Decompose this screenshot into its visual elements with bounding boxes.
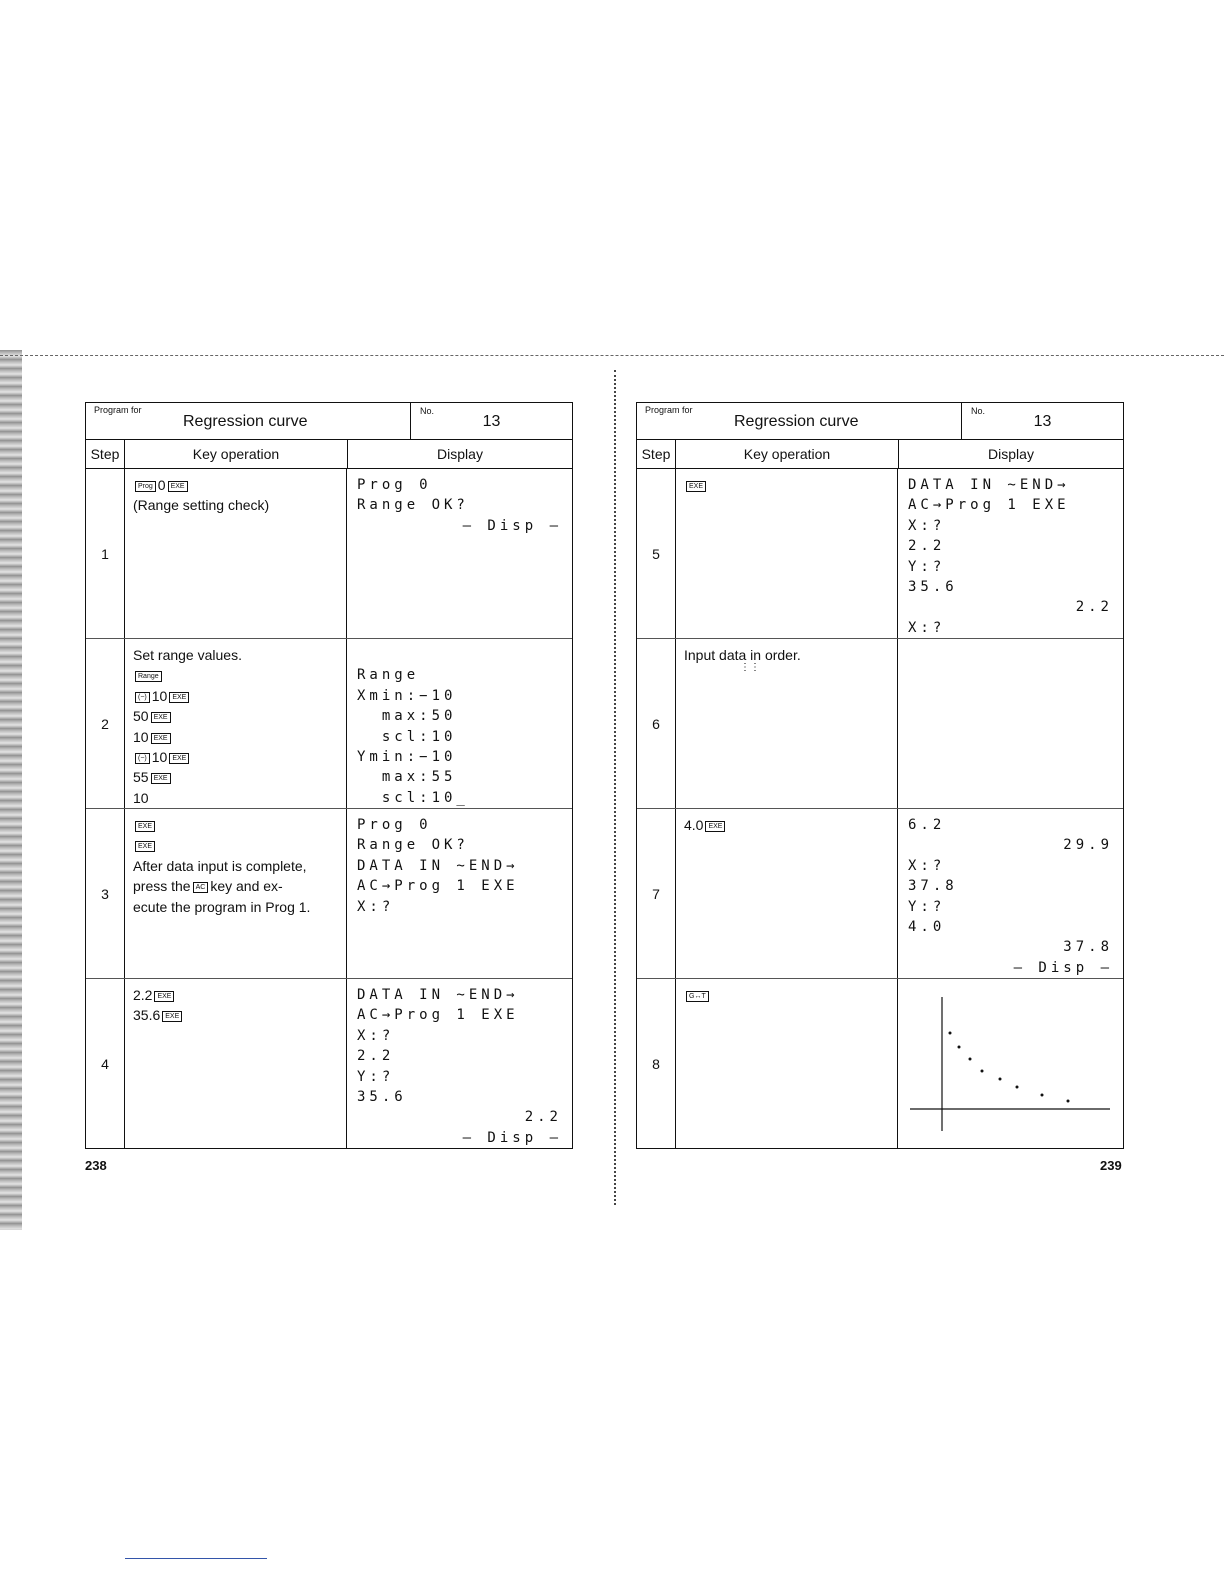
display-header: Display [988,446,1034,462]
table-row [86,809,572,979]
table-row [86,979,572,1148]
display-line: max:50 [357,708,457,725]
key-operation [676,809,898,978]
display-line: Range OK? [357,837,469,854]
step-number: 6 [637,639,676,808]
step-header: Step [86,440,125,468]
key-digit: 10 [133,789,149,806]
top-rule [0,355,1224,356]
display-line: scl:10 [357,728,457,745]
program-number-cell [961,403,1123,439]
step-number: 7 [637,809,676,978]
key-note: Set range values. [133,647,242,663]
display-output [898,979,1123,1148]
range-key-icon: Range [135,671,162,682]
display-line: 35.6 [357,1088,407,1105]
key-digit: 10 [151,687,168,704]
display-line: — Disp — [462,1129,562,1146]
key-operation-header: Key operation [125,440,348,468]
display-line: 2.2 [357,1048,395,1065]
book-spine [614,370,616,1205]
table-row [637,809,1123,979]
display-line: 6.2 [908,817,946,833]
page-number: 238 [85,1158,107,1173]
exe-key-icon: EXE [154,991,174,1002]
exe-key-icon: EXE [169,753,189,764]
display-line: Prog 0 [357,817,432,833]
key-note: After data input is complete, [133,857,307,874]
continuation-dots-icon: ⋮⋮ [740,662,760,674]
display-line [357,645,562,665]
plot-point [1016,1086,1019,1089]
exe-key-icon: EXE [151,712,171,723]
page-edge-shadow [0,350,22,1230]
display-line: AC→Prog 1 EXE [357,878,519,895]
display-line: DATA IN ~END→ [357,857,519,874]
step-number: 5 [637,469,676,638]
no-label: No. [971,406,986,416]
page-number: 239 [1100,1158,1122,1173]
step-number: 1 [86,469,125,638]
table-row [637,639,1123,809]
display-line: Ymin:−10 [357,748,457,765]
exe-key-icon: EXE [168,481,188,492]
display-line: 29.9 [1063,837,1113,854]
display-output [898,809,1123,978]
display-line: max:55 [357,769,457,786]
display-output [347,979,572,1148]
display-output [347,809,572,978]
graph-text-key-icon: G↔T [686,991,709,1002]
step-number: 3 [86,809,125,978]
program-for-label: Program for [645,405,693,415]
plot-point [949,1032,952,1035]
table-row [637,469,1123,639]
key-note: ecute the program in Prog 1. [133,898,311,915]
column-headers [637,440,1123,469]
program-title: Regression curve [734,413,859,430]
display-line: — Disp — [462,517,562,534]
display-output [347,469,572,638]
key-operation [125,809,347,978]
footer-rule [125,1558,267,1559]
key-note: (Range setting check) [133,497,270,514]
no-label: No. [420,406,435,416]
display-line: 2.2 [908,538,946,555]
display-line: Range [357,667,420,684]
exe-key-icon: EXE [686,481,706,492]
plot-point [958,1046,961,1049]
display-output [898,639,1123,808]
display-line: Y:? [908,898,946,915]
key-operation [125,639,347,808]
key-note: press the [133,878,191,895]
display-output [347,639,572,808]
sheet-header [86,403,572,440]
exe-key-icon: EXE [151,773,171,784]
key-operation [125,979,347,1148]
exe-key-icon: EXE [162,1011,182,1022]
key-operation-header: Key operation [676,440,899,468]
key-operation [676,979,898,1148]
key-operation [676,469,898,638]
key-operation [125,469,347,638]
key-digit: 4.0 [684,817,704,833]
display-line: 2.2 [524,1109,562,1126]
sheet-header [637,403,1123,440]
right-program-sheet [636,402,1124,1149]
display-header: Display [437,446,483,462]
key-digit: 35.6 [133,1007,161,1024]
step-number: 4 [86,979,125,1148]
display-line: 4.0 [908,918,946,935]
display-line: Y:? [357,1068,395,1085]
program-for-label: Program for [94,405,142,415]
exe-key-icon: EXE [135,821,155,832]
key-note: key and ex- [210,878,283,895]
step-number: 8 [637,979,676,1148]
exe-key-icon: EXE [169,692,189,703]
regression-scatter-plot [902,989,1112,1139]
display-line: Range OK? [357,497,469,514]
plot-point [1041,1094,1044,1097]
exe-key-icon: EXE [705,821,725,832]
display-line: — Disp — [1013,959,1113,976]
display-line: DATA IN ~END→ [908,477,1070,493]
plot-point [981,1070,984,1073]
negative-key-icon: (−) [135,753,150,764]
plot-point [1067,1100,1070,1103]
display-line: AC→Prog 1 EXE [357,1007,519,1024]
key-note: Input data in order. [684,647,801,663]
step-number: 2 [86,639,125,808]
display-line: 35.6 [908,578,958,595]
display-line: 37.8 [908,878,958,895]
prog-key-icon: Prog [135,481,156,492]
left-program-sheet [85,402,573,1149]
display-line: X:? [908,619,946,636]
table-row [637,979,1123,1148]
plot-point [999,1078,1002,1081]
display-line: X:? [908,517,946,534]
key-digit: 10 [133,728,149,745]
table-row [86,639,572,809]
display-line: X:? [908,857,946,874]
display-line: 37.8 [1063,939,1113,956]
program-number: 13 [482,413,501,430]
exe-key-icon: EXE [151,733,171,744]
column-headers [86,440,572,469]
program-number-cell [410,403,572,439]
step-header: Step [637,440,676,468]
ac-key-icon: AC [193,882,209,893]
display-line: AC→Prog 1 EXE [908,497,1070,514]
plot-point [969,1058,972,1061]
key-digit: 55 [133,769,149,786]
program-number: 13 [1033,413,1052,430]
display-line: Xmin:−10 [357,687,457,704]
key-operation [676,639,898,808]
negative-key-icon: (−) [135,692,150,703]
display-output [898,469,1123,638]
display-line: Prog 0 [357,477,432,493]
exe-key-icon: EXE [135,841,155,852]
key-digit: 2.2 [133,987,153,1003]
display-line: DATA IN ~END→ [357,987,519,1003]
key-digit: 50 [133,708,149,725]
program-title: Regression curve [183,413,308,430]
display-line: X:? [357,1027,395,1044]
display-line: Y:? [908,558,946,575]
display-line: X:? [357,898,395,915]
key-digit: 10 [151,748,168,765]
plot-points [949,1032,1070,1103]
table-row [86,469,572,639]
display-line: scl:10_ [357,789,469,806]
key-digit: 0 [157,477,166,493]
display-line: 2.2 [1075,599,1113,616]
